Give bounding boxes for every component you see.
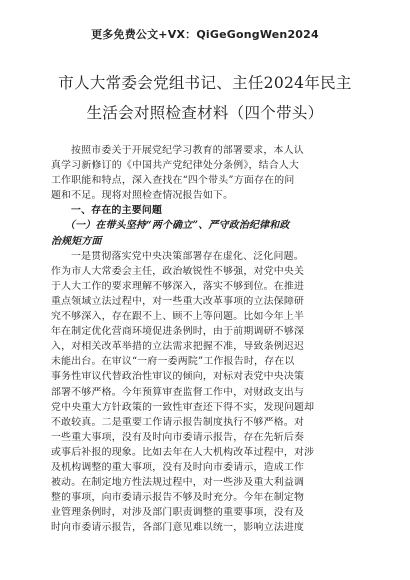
- body-line: 事务性审议代替政治性审议的倾向，对标对表党中央决策: [51, 371, 305, 383]
- body-line: 于人大工作的要求理解不够深入，落实不够到位。在推进: [51, 280, 305, 292]
- body-line: 时向市委请示报告，各部门意见难以统一，影响立法进度: [51, 522, 305, 534]
- document-title: [40, 68, 370, 128]
- title-line-1: 市人大常委会党组书记、主任2024年民主: [58, 74, 352, 92]
- body-line: 整的事项，向市委请示报告不够及时充分。今年在制定物: [51, 492, 305, 504]
- body-line: 作为市人大常委会主任，政治敏锐性不够强，对党中央关: [51, 265, 305, 277]
- body-line: 不敢较真。二是重要工作请示报告制度执行不够严格。对: [51, 416, 305, 428]
- body-line: 被动。在制定地方性法规过程中，对一些涉及重大利益调: [51, 477, 305, 489]
- section-heading: 一、存在的主要问题: [71, 205, 163, 217]
- body-line: 部署不够严格。今年预算审查监督工作中，对财政支出与: [51, 386, 305, 398]
- body-line: 业管理条例时，对涉及部门职责调整的重要事项，没有及: [51, 507, 305, 519]
- body-line: 一些重大事项，没有及时向市委请示报告，存在先斩后奏: [51, 431, 305, 443]
- body-line: 工作职能和特点，深入查找在“四个带头”方面存在的问: [51, 175, 295, 187]
- body-line: 入，对相关改革举措的立法需求把握不准，导致条例迟迟: [51, 341, 305, 353]
- title-line-2: 生活会对照检查材料（四个带头）: [86, 104, 324, 122]
- body-line: 真学习新修订的《中国共产党纪律处分条例》，结合人大: [51, 160, 300, 172]
- body-line: 党中央重大方针政策的一致性审查还下得不实，发现问题却: [51, 401, 315, 413]
- document-body: [51, 143, 361, 535]
- body-line: 一是贯彻落实党中央决策部署存在虚化、泛化问题。: [71, 250, 304, 262]
- body-line: 及机构调整的重大事项，没有及时向市委请示，造成工作: [51, 461, 305, 473]
- body-line: 年在制定优化营商环境促进条例时，由于前期调研不够深: [51, 326, 305, 338]
- body-line: 题和不足。现将对照检查情况报告如下。: [51, 190, 234, 202]
- subsection-heading-cont: 治规矩方面: [51, 235, 102, 247]
- body-line: 重点领域立法过程中，对一些重大改革事项的立法保障研: [51, 295, 305, 307]
- subsection-heading: （一）在带头坚持“两个确立”、严守政治纪律和政: [65, 220, 290, 232]
- body-line: 或事后补报的现象。比如去年在人大机构改革过程中，对涉: [51, 446, 315, 458]
- body-line: 未能出台。在审议“一府一委两院”工作报告时，存在以: [51, 356, 295, 368]
- body-line: 究不够深入，存在跟不上、顾不上等问题。比如今年上半: [51, 311, 305, 323]
- watermark-banner: 更多免费公文+VX：QiGeGongWen2024: [91, 28, 319, 41]
- body-line: 按照市委关于开展党纪学习教育的部署要求，本人认: [71, 145, 304, 156]
